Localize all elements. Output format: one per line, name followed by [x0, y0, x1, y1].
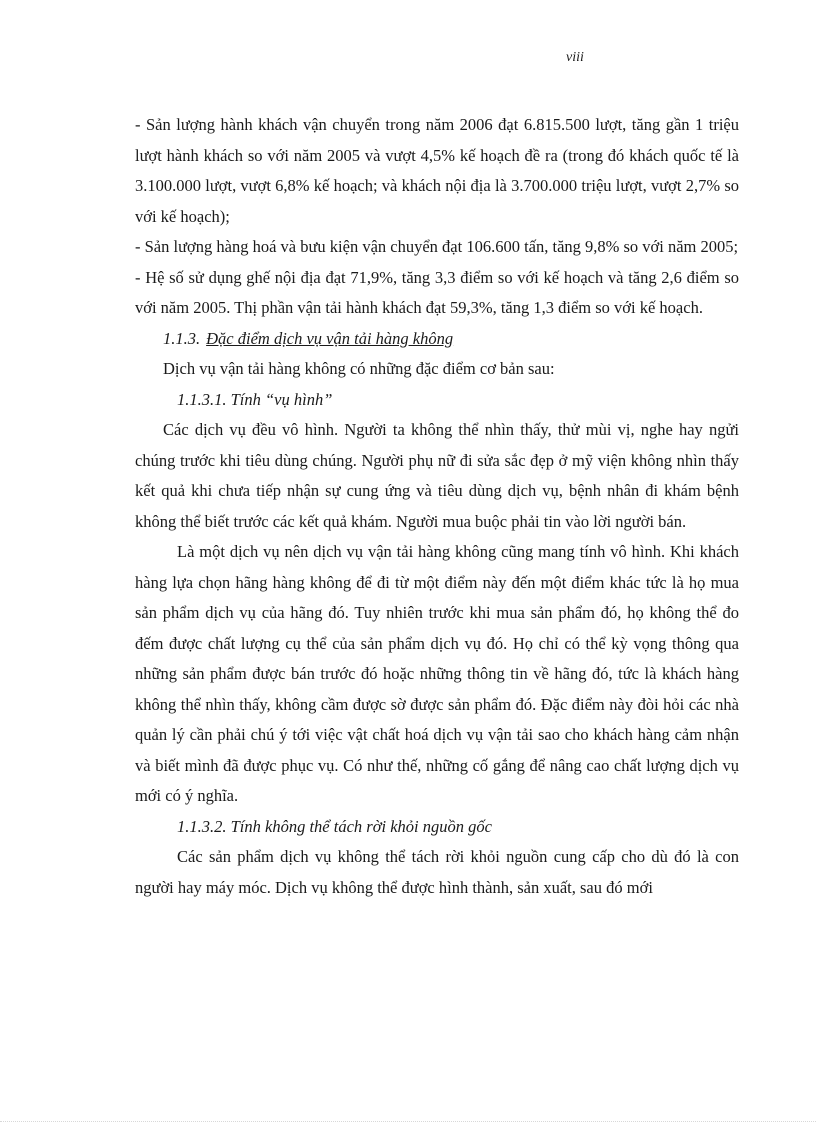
page-bottom-border [0, 1121, 816, 1122]
section-title: Đặc điểm dịch vụ vận tải hàng không [206, 328, 454, 348]
paragraph-passenger-volume: - Sản lượng hành khách vận chuyển trong năm 2006 đạt 6.815.500 lượt, tăng gần 1 triệu lượt hành khách so với năm 2005 và vượt 4,5% kế hoạch đề ra (trong đó khách quốc tế là 3.100.000 lượt, vượt 6,8% kế hoạch; và khách nội địa là 3.700.000 triệu lượt, vượt 2,7% so với kế hoạch); [135, 115, 739, 226]
section-number: 1.1.3. [163, 328, 201, 348]
paragraph-section-intro: Dịch vụ vận tải hàng không có những đặc điểm cơ bản sau: [163, 359, 555, 378]
paragraph-air-transport-intangibility: Là một dịch vụ nên dịch vụ vận tải hàng không cũng mang tính vô hình. Khi khách hàng lựa chọn hãng hàng không để đi từ một điểm này đến một điểm khác tức là họ mua sản phẩm dịch vụ của hãng đó. Tuy nhiên trước khi mua sản phẩm đó, họ không thể đo đếm được chất lượng cụ thể của sản phẩm dịch vụ đó. Họ chỉ có thể kỳ vọng thông qua những sản phẩm được bán trước đó hoặc những thông tin về hãng đó, tức là khách hàng không thể nhìn thấy, không cầm được sờ được sản phẩm đó. Đặc điểm này đòi hỏi các nhà quản lý cần phải chú ý tới việc vật chất hoá dịch vụ vận tải sao cho khách hàng cảm nhận và biết mình đã được phục vụ. Có như thế, những cố gắng để nâng cao chất lượng dịch vụ mới có ý nghĩa. [135, 542, 739, 805]
document-body [135, 110, 739, 903]
subsection-heading-1-1-3-1: 1.1.3.1. Tính “vụ hình” [177, 389, 333, 409]
paragraph-intangibility: Các dịch vụ đều vô hình. Người ta không thể nhìn thấy, thử mùi vị, nghe hay ngửi chúng trước khi tiêu dùng chúng. Người phụ nữ đi sửa sắc đẹp ở mỹ viện không nhìn thấy kết quả khi chưa tiếp nhận sự cung ứng và tiêu dùng dịch vụ, bệnh nhân đi khám bệnh không thể biết trước các kết quả khám. Người mua buộc phải tin vào lời người bán. [135, 420, 739, 531]
section-heading-1-1-3 [135, 324, 739, 355]
paragraph-cargo-volume: - Sản lượng hàng hoá và bưu kiện vận chuyển đạt 106.600 tấn, tăng 9,8% so với năm 2005; [135, 237, 739, 256]
paragraph-seat-factor: - Hệ số sử dụng ghế nội địa đạt 71,9%, tăng 3,3 điểm so với kế hoạch và tăng 2,6 điểm so với năm 2005. Thị phần vận tải hành khách đạt 59,3%, tăng 1,3 điểm so với kế hoạch. [135, 267, 739, 317]
page-number: viii [566, 50, 584, 65]
subsection-heading-1-1-3-2: 1.1.3.2. Tính không thể tách rời khỏi nguồn gốc [177, 816, 492, 836]
paragraph-inseparability: Các sản phẩm dịch vụ không thể tách rời khỏi nguồn cung cấp cho dù đó là con người hay máy móc. Dịch vụ không thể được hình thành, sản xuất, sau đó mới [135, 847, 739, 897]
